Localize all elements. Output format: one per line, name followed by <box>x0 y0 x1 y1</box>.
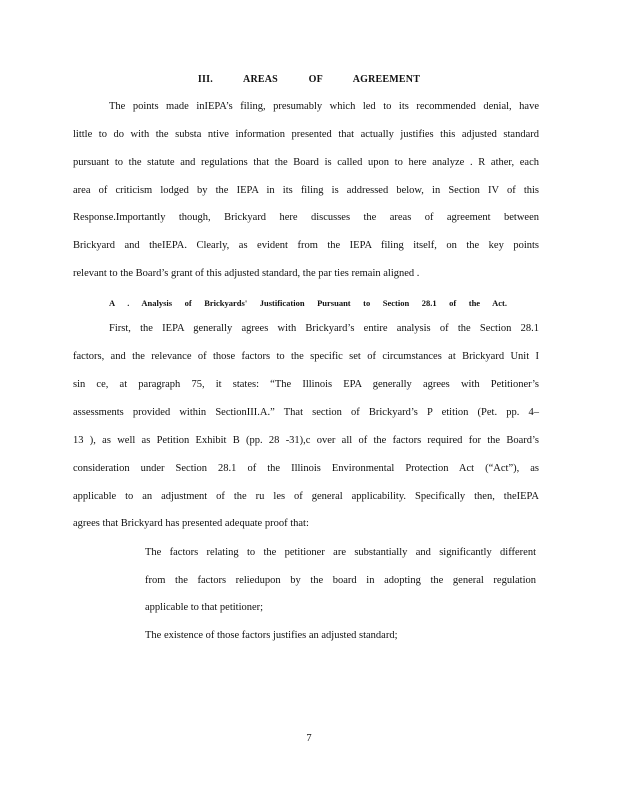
bullet-line: The factors relating to the petitioner are substantially and significantly different <box>145 547 536 558</box>
paragraph-line: pursuant to the statute and regulations that the Board is called upon to here analyze . R ather, each <box>73 157 539 168</box>
subsection-heading: A . Analysis of Brickyards' Justification Pursuant to Section 28.1 of the Act. <box>109 298 507 308</box>
paragraph-line: Brickyard and theIEPA. Clearly, as evident from the IEPA filing itself, on the key points <box>73 240 539 251</box>
paragraph-line: relevant to the Board’s grant of this adjusted standard, the par ties remain aligned . <box>73 268 420 279</box>
section-heading: III. AREAS OF AGREEMENT <box>197 74 421 85</box>
paragraph-line: factors, and the relevance of those factors to the specific set of circumstances at Brickyard Unit I <box>73 351 539 362</box>
bullet-line: applicable to that petitioner; <box>145 602 264 613</box>
paragraph-line: assessments provided within SectionIII.A.” That section of Brickyard’s P etition (Pet. pp. 4– <box>73 407 539 418</box>
bullet-line: The existence of those factors justifies an adjusted standard; <box>145 630 398 641</box>
paragraph-line: area of criticism lodged by the IEPA in its filing is addressed below, in Section IV of this <box>73 185 539 196</box>
paragraph-line: agrees that Brickyard has presented adequate proof that: <box>73 518 309 529</box>
paragraph-line: First, the IEPA generally agrees with Brickyard’s entire analysis of the Section 28.1 <box>109 323 539 334</box>
bullet-line: from the factors reliedupon by the board in adopting the general regulation <box>145 575 536 586</box>
paragraph-line: The points made inIEPA’s filing, presumably which led to its recommended denial, have <box>109 101 539 112</box>
paragraph-line: 13 ), as well as Petition Exhibit B (pp. 28 -31),c over all of the factors required for the Board’s <box>73 435 539 446</box>
paragraph-line: applicable to an adjustment of the ru les of general applicability. Specifically then, theIEPA <box>73 491 539 502</box>
paragraph-line: Response.Importantly though, Brickyard here discusses the areas of agreement between <box>73 212 539 223</box>
page-number: 7 <box>306 733 312 744</box>
paragraph-line: little to do with the substa ntive information presented that actually justifies this adjusted standard <box>73 129 539 140</box>
paragraph-line: consideration under Section 28.1 of the Illinois Environmental Protection Act (“Act”), as <box>73 463 539 474</box>
paragraph-line: sin ce, at paragraph 75, it states: “The Illinois EPA generally agrees with Petitioner’s <box>73 379 539 390</box>
